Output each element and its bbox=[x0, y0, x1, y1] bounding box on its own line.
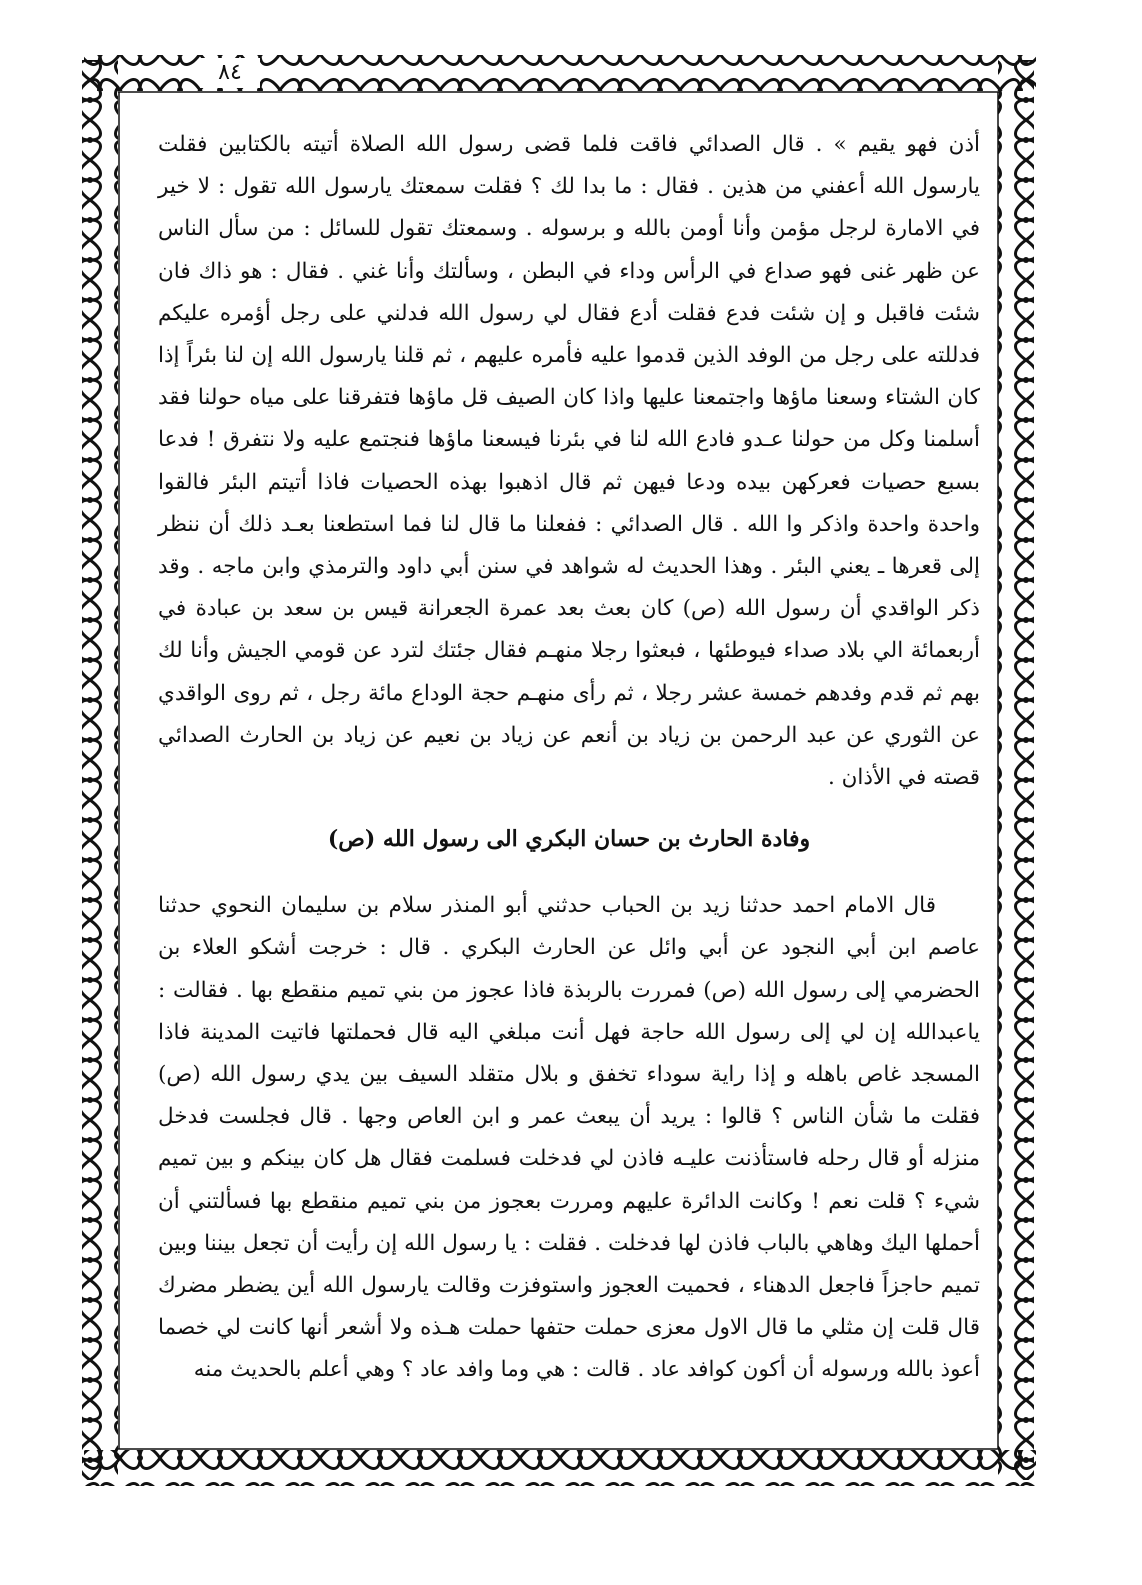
page-body bbox=[158, 120, 980, 1392]
section-heading: وفادة الحارث بن حسان البكري الى رسول الله (ص) bbox=[327, 826, 811, 853]
paragraph-2: قال الامام احمد حدثنا زيد بن الحباب حدثني أبو المنذر سلام بن سليمان النحوي حدثنا عاصم ابن أبي النجود عن أبي وائل عن الحارث البكري . قال : خرجت أشكو العلاء بن الحضرمي إلى رسول الله (ص) فمررت بالربذة فاذا عجوز من بني تميم منقطع بها . فقالت : ياعبدالله إن لي إلى رسول الله حاجة فهل أنت مبلغي اليه قال فحملتها فاتيت المدينة فاذا المسجد غاص باهله و إذا راية سوداء تخفق و بلال متقلد السيف بين يدي رسول الله (ص) فقلت ما شأن الناس ؟ قالوا : يريد أن يبعث عمر و ابن العاص وجها . قال فجلست فدخل منزله أو قال رحله فاستأذنت عليـه فاذن لي فدخلت فسلمت فقال هل كان بينكم و بين تميم شيء ؟ قلت نعم ! وكانت الدائرة عليهم ومررت بعجوز من بني تميم منقطع بها فسألتني أن أحملها اليك وهاهي بالباب فاذن لها فدخلت . فقلت : يا رسول الله إن رأيت أن تجعل بيننا وبين تميم حاجزاً فاجعل الدهناء ، فحميت العجوز واستوفزت وقالت يارسول الله أين يضطر مضرك قال قلت إن مثلي ما قال الاول معزى حملت حتفها حملت هـذه ولا أشعر أنها كانت لي خصما أعوذ بالله ورسوله أن أكون كوافد عاد . قالت : هي وما وافد عاد ؟ وهي أعلم بالحديث منه bbox=[158, 893, 980, 1383]
paragraph-1: أذن فهو يقيم » . قال الصدائي فاقت فلما قضى رسول الله الصلاة أتيته بالكتابين فقلت يارسول الله أعفني من هذين . فقال : ما بدا لك ؟ فقلت سمعتك يارسول الله تقول : لا خير في الامارة لرجل مؤمن وأنا أومن بالله و برسوله . وسمعتك تقول للسائل : من سأل الناس عن ظهر غنى فهو صداع في الرأس وداء في البطن ، وسألتك وأنا غني . فقال : هو ذاك فان شئت فاقبل و إن شئت فدع فقلت أدع فقال لي رسول الله فدلني على رجل أؤمره عليكم فدللته على رجل من الوفد الذين قدموا عليه فأمره عليهم ، ثم قلنا يارسول الله إن لنا بئراً إذا كان الشتاء وسعنا ماؤها واجتمعنا عليها واذا كان الصيف قل ماؤها فتفرقنا على مياه حولنا فقد أسلمنا وكل من حولنا عـدو فادع الله لنا في بئرنا فيسعنا ماؤها فنجتمع عليه ولا نتفرق ! فدعا بسبع حصيات فعركهن بيده ودعا فيهن ثم قال اذهبوا بهذه الحصيات فاذا أتيتم البئر فالقوا واحدة واحدة واذكر وا الله . قال الصدائي : ففعلنا ما قال لنا فما استطعنا بعـد ذلك أن ننظر إلى قعرها ـ يعني البئر . وهذا الحديث له شواهد في سنن أبي داود والترمذي وابن ماجه . وقد ذكر الواقدي أن رسول الله (ص) كان بعث بعد عمرة الجعرانة قيس بن سعد بن عبادة في أربعمائة الي بلاد صداء فيوطئها ، فبعثوا رجلا منهـم فقال جئتك لترد عن قومي الجيش وأنا لك بهم ثم قدم وفدهم خمسة عشر رجلا ، ثم رأى منهـم حجة الوداع مائة رجل ، ثم روى الواقدي عن الثوري عن عبد الرحمن بن زياد بن أنعم عن زياد بن نعيم عن زياد بن الحارث الصدائي قصته في الأذان . bbox=[158, 132, 980, 791]
page-number: ٨٤ bbox=[200, 58, 260, 88]
